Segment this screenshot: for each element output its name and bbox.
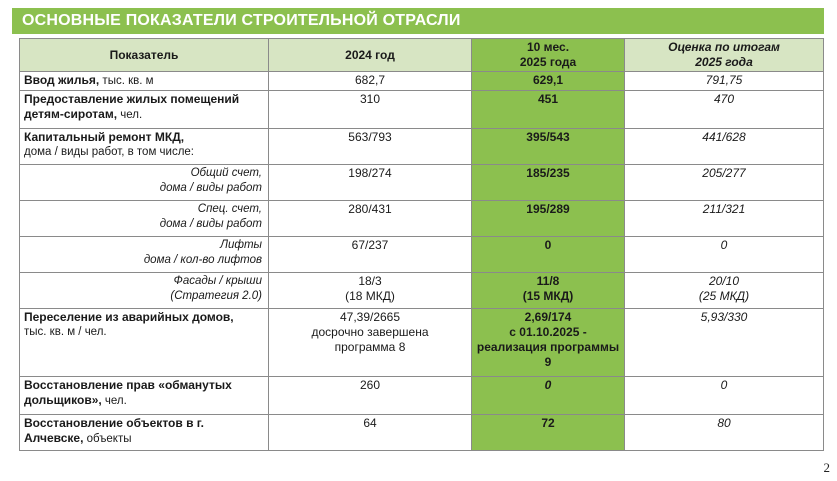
indicators-table-wrap [19, 38, 823, 451]
cell-estimate-line1: 20/10 [708, 274, 740, 288]
title-bar [12, 8, 824, 34]
cell-2024: 260 [269, 377, 472, 415]
row-label-bold: Капитальный ремонт МКД, [24, 130, 185, 144]
row-label [20, 91, 269, 129]
cell-2024: 198/274 [269, 165, 472, 201]
row-label-bold: Переселение из аварийных домов, [24, 310, 234, 324]
cell-estimate [625, 273, 824, 309]
header-indicator: Показатель [20, 39, 269, 72]
header-estimate-line2: 2025 года [695, 55, 753, 69]
table-row [20, 273, 824, 309]
cell-estimate: 211/321 [625, 201, 824, 237]
row-sublabel-line2: дома / кол-во лифтов [143, 254, 262, 266]
row-sublabel [20, 273, 269, 309]
cell-2024-line3: программа 8 [334, 340, 406, 354]
cell-2024: 682,7 [269, 72, 472, 91]
cell-10-months-line2: с 01.10.2025 - [509, 325, 587, 339]
row-label-unit: чел. [117, 109, 143, 121]
row-sublabel-line2: дома / виды работ [159, 218, 262, 230]
table-row [20, 237, 824, 273]
header-10-months-line2: 2025 года [519, 55, 577, 69]
row-label [20, 129, 269, 165]
row-label [20, 377, 269, 415]
cell-2024-line2: досрочно завершена [311, 325, 429, 339]
row-label [20, 415, 269, 451]
cell-2024: 280/431 [269, 201, 472, 237]
cell-10-months-line3: реализация программы [476, 340, 620, 354]
table-header-row [20, 39, 824, 72]
row-label-bold: Ввод жилья, [24, 73, 100, 87]
cell-estimate: 80 [625, 415, 824, 451]
row-label-unit: тыс. кв. м [99, 75, 154, 87]
cell-estimate: 5,93/330 [625, 309, 824, 377]
cell-10-months: 0 [472, 237, 625, 273]
cell-estimate: 470 [625, 91, 824, 129]
cell-10-months: 629,1 [472, 72, 625, 91]
row-sublabel [20, 237, 269, 273]
table-row [20, 377, 824, 415]
table-row [20, 309, 824, 377]
cell-10-months: 185/235 [472, 165, 625, 201]
indicators-table [19, 38, 824, 451]
cell-10-months-line1: 11/8 [536, 274, 560, 288]
cell-10-months-line1: 2,69/174 [524, 310, 572, 324]
cell-10-months: 451 [472, 91, 625, 129]
cell-2024-line1: 18/3 [358, 274, 382, 288]
table-row [20, 91, 824, 129]
cell-2024 [269, 273, 472, 309]
cell-2024-line1: 47,39/2665 [339, 310, 401, 324]
row-label-detail: тыс. кв. м / чел. [24, 326, 107, 338]
header-estimate [625, 39, 824, 72]
table-row [20, 72, 824, 91]
page-title: ОСНОВНЫЕ ПОКАЗАТЕЛИ СТРОИТЕЛЬНОЙ ОТРАСЛИ [22, 12, 461, 29]
cell-10-months: 72 [472, 415, 625, 451]
cell-2024-line2: (18 МКД) [345, 289, 395, 303]
table-row [20, 201, 824, 237]
header-2024: 2024 год [269, 39, 472, 72]
cell-estimate: 441/628 [625, 129, 824, 165]
cell-10-months-line2: (15 МКД) [522, 289, 574, 303]
cell-estimate-line2: (25 МКД) [698, 289, 750, 303]
row-label [20, 309, 269, 377]
header-estimate-line1: Оценка по итогам [668, 40, 780, 54]
row-label-bold: Предоставление жилых помещений детям-сиротам, [24, 92, 240, 121]
cell-estimate: 0 [625, 237, 824, 273]
row-sublabel-line1: Лифты [220, 239, 262, 251]
row-label-bold: Восстановление прав «обманутых дольщиков», [24, 378, 232, 407]
row-sublabel [20, 201, 269, 237]
table-row [20, 165, 824, 201]
row-label-unit: объекты [83, 433, 132, 445]
row-sublabel-line1: Спец. счет, [197, 203, 262, 215]
row-label-bold: Восстановление объектов в г. Алчевске, [24, 416, 204, 445]
header-10-months-line1: 10 мес. [526, 40, 570, 54]
cell-10-months-line4: 9 [544, 355, 552, 369]
table-row [20, 415, 824, 451]
cell-10-months: 395/543 [472, 129, 625, 165]
cell-2024 [269, 309, 472, 377]
row-label-detail: дома / виды работ, в том числе: [24, 146, 195, 158]
row-label [20, 72, 269, 91]
row-sublabel-line2: (Стратегия 2.0) [170, 290, 262, 302]
cell-2024: 64 [269, 415, 472, 451]
cell-estimate: 0 [625, 377, 824, 415]
cell-10-months [472, 309, 625, 377]
table-row [20, 129, 824, 165]
cell-10-months [472, 273, 625, 309]
cell-2024: 67/237 [269, 237, 472, 273]
row-sublabel-line1: Фасады / крыши [173, 275, 262, 287]
row-sublabel-line2: дома / виды работ [159, 182, 262, 194]
cell-10-months: 0 [472, 377, 625, 415]
cell-estimate: 791,75 [625, 72, 824, 91]
cell-10-months: 195/289 [472, 201, 625, 237]
cell-2024: 563/793 [269, 129, 472, 165]
cell-2024: 310 [269, 91, 472, 129]
row-sublabel [20, 165, 269, 201]
row-label-unit: чел. [101, 395, 127, 407]
cell-estimate: 205/277 [625, 165, 824, 201]
page-number: 2 [823, 460, 830, 475]
header-10-months [472, 39, 625, 72]
row-sublabel-line1: Общий счет, [190, 167, 262, 179]
